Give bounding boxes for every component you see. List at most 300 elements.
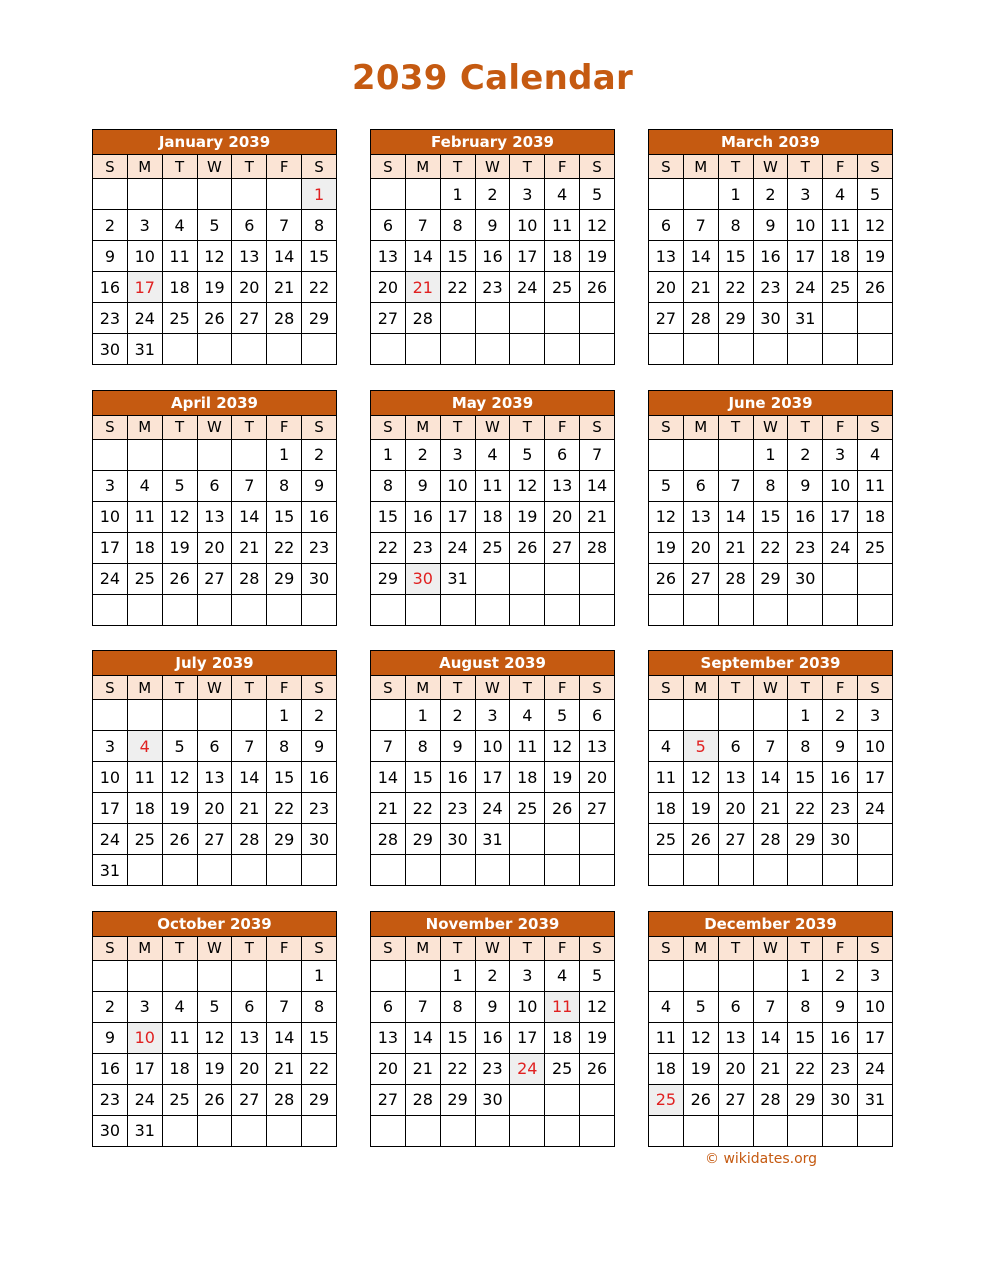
month-table xyxy=(648,911,893,1147)
empty-day-cell xyxy=(580,1115,615,1146)
day-cell: 6 xyxy=(371,991,406,1022)
empty-day-cell xyxy=(753,1115,788,1146)
month-calendar xyxy=(370,650,615,888)
empty-day-cell xyxy=(232,700,267,731)
week-row xyxy=(93,501,337,532)
week-row xyxy=(649,272,893,303)
day-cell: 2 xyxy=(475,179,510,210)
day-cell: 8 xyxy=(753,470,788,501)
empty-day-cell xyxy=(858,824,893,855)
day-cell: 3 xyxy=(127,991,162,1022)
day-cell: 13 xyxy=(683,501,718,532)
empty-day-cell xyxy=(718,1115,753,1146)
weekday-header: F xyxy=(823,676,858,700)
month-table xyxy=(370,390,615,626)
weekday-header: S xyxy=(649,676,684,700)
week-row xyxy=(649,1022,893,1053)
day-cell: 9 xyxy=(823,991,858,1022)
day-cell: 14 xyxy=(232,501,267,532)
day-cell: 9 xyxy=(93,1022,128,1053)
weekday-header: F xyxy=(267,415,302,439)
holiday-day-cell: 10 xyxy=(127,1022,162,1053)
week-row xyxy=(371,303,615,334)
week-row xyxy=(93,1053,337,1084)
weekday-header: S xyxy=(302,676,337,700)
weekday-header: F xyxy=(267,676,302,700)
month-table xyxy=(648,650,893,886)
empty-day-cell xyxy=(93,700,128,731)
empty-day-cell xyxy=(545,303,580,334)
day-cell: 6 xyxy=(232,210,267,241)
weekday-header: T xyxy=(510,676,545,700)
day-cell: 5 xyxy=(162,731,197,762)
day-cell: 6 xyxy=(649,210,684,241)
day-cell: 21 xyxy=(232,793,267,824)
day-cell: 10 xyxy=(93,762,128,793)
empty-day-cell xyxy=(197,700,232,731)
empty-day-cell xyxy=(371,594,406,625)
week-row xyxy=(93,532,337,563)
empty-day-cell xyxy=(753,334,788,365)
empty-day-cell xyxy=(232,960,267,991)
day-cell: 18 xyxy=(545,1022,580,1053)
day-cell: 20 xyxy=(718,793,753,824)
day-cell: 1 xyxy=(440,960,475,991)
day-cell: 2 xyxy=(405,439,440,470)
day-cell: 29 xyxy=(788,1084,823,1115)
weekday-header: S xyxy=(302,415,337,439)
day-cell: 16 xyxy=(788,501,823,532)
day-cell: 5 xyxy=(580,179,615,210)
day-cell: 16 xyxy=(823,762,858,793)
day-cell: 1 xyxy=(788,960,823,991)
day-cell: 26 xyxy=(545,793,580,824)
empty-day-cell xyxy=(683,334,718,365)
day-cell: 7 xyxy=(753,731,788,762)
day-cell: 12 xyxy=(545,731,580,762)
day-cell: 19 xyxy=(649,532,684,563)
day-cell: 14 xyxy=(405,241,440,272)
month-table xyxy=(92,129,337,365)
day-cell: 3 xyxy=(93,731,128,762)
day-cell: 9 xyxy=(302,731,337,762)
day-cell: 21 xyxy=(718,532,753,563)
month-calendar xyxy=(370,129,615,367)
day-cell: 28 xyxy=(718,563,753,594)
empty-day-cell xyxy=(127,855,162,886)
day-cell: 8 xyxy=(302,991,337,1022)
day-cell: 16 xyxy=(302,762,337,793)
day-cell: 27 xyxy=(371,303,406,334)
day-cell: 15 xyxy=(753,501,788,532)
day-cell: 30 xyxy=(823,824,858,855)
day-cell: 24 xyxy=(127,1084,162,1115)
week-row xyxy=(371,1022,615,1053)
month-title: July 2039 xyxy=(93,651,337,676)
day-cell: 19 xyxy=(580,241,615,272)
day-cell: 20 xyxy=(580,762,615,793)
week-row xyxy=(649,470,893,501)
empty-day-cell xyxy=(823,594,858,625)
day-cell: 9 xyxy=(753,210,788,241)
weekday-header: M xyxy=(405,415,440,439)
weekday-header: W xyxy=(475,936,510,960)
day-cell: 7 xyxy=(232,731,267,762)
day-cell: 11 xyxy=(475,470,510,501)
day-cell: 16 xyxy=(93,272,128,303)
empty-day-cell xyxy=(683,439,718,470)
day-cell: 14 xyxy=(267,1022,302,1053)
day-cell: 3 xyxy=(510,960,545,991)
day-cell: 20 xyxy=(371,1053,406,1084)
empty-day-cell xyxy=(788,1115,823,1146)
weekday-header: S xyxy=(649,936,684,960)
day-cell: 8 xyxy=(267,470,302,501)
day-cell: 26 xyxy=(197,303,232,334)
weekday-header: W xyxy=(753,155,788,179)
day-cell: 17 xyxy=(510,1022,545,1053)
day-cell: 14 xyxy=(753,1022,788,1053)
day-cell: 30 xyxy=(823,1084,858,1115)
day-cell: 27 xyxy=(718,824,753,855)
day-cell: 27 xyxy=(545,532,580,563)
day-cell: 25 xyxy=(545,272,580,303)
empty-day-cell xyxy=(858,334,893,365)
week-row xyxy=(371,563,615,594)
weekday-header: S xyxy=(649,155,684,179)
week-row xyxy=(649,762,893,793)
day-cell: 17 xyxy=(823,501,858,532)
day-cell: 24 xyxy=(510,272,545,303)
day-cell: 22 xyxy=(440,1053,475,1084)
day-cell: 2 xyxy=(93,210,128,241)
day-cell: 29 xyxy=(718,303,753,334)
day-cell: 9 xyxy=(823,731,858,762)
month-table xyxy=(370,650,615,886)
empty-day-cell xyxy=(232,439,267,470)
day-cell: 4 xyxy=(510,700,545,731)
week-row xyxy=(93,334,337,365)
week-row xyxy=(93,210,337,241)
month-title: August 2039 xyxy=(371,651,615,676)
day-cell: 13 xyxy=(197,501,232,532)
week-row xyxy=(371,210,615,241)
day-cell: 7 xyxy=(405,991,440,1022)
day-cell: 31 xyxy=(788,303,823,334)
weekday-header: T xyxy=(440,676,475,700)
empty-day-cell xyxy=(405,960,440,991)
week-row xyxy=(649,960,893,991)
day-cell: 21 xyxy=(753,793,788,824)
weekday-header: S xyxy=(580,155,615,179)
day-cell: 25 xyxy=(127,563,162,594)
day-cell: 18 xyxy=(162,1053,197,1084)
day-cell: 1 xyxy=(718,179,753,210)
day-cell: 1 xyxy=(753,439,788,470)
day-cell: 13 xyxy=(718,1022,753,1053)
empty-day-cell xyxy=(858,1115,893,1146)
week-row xyxy=(93,762,337,793)
day-cell: 26 xyxy=(510,532,545,563)
weekday-header: T xyxy=(232,415,267,439)
empty-day-cell xyxy=(267,179,302,210)
empty-day-cell xyxy=(718,334,753,365)
day-cell: 12 xyxy=(683,762,718,793)
day-cell: 23 xyxy=(475,272,510,303)
week-row xyxy=(649,1084,893,1115)
holiday-day-cell: 17 xyxy=(127,272,162,303)
day-cell: 11 xyxy=(127,762,162,793)
day-cell: 28 xyxy=(753,824,788,855)
empty-day-cell xyxy=(162,1115,197,1146)
day-cell: 15 xyxy=(371,501,406,532)
day-cell: 27 xyxy=(232,1084,267,1115)
day-cell: 12 xyxy=(580,210,615,241)
weekday-header: T xyxy=(440,155,475,179)
day-cell: 4 xyxy=(858,439,893,470)
day-cell: 23 xyxy=(405,532,440,563)
week-row xyxy=(649,334,893,365)
empty-day-cell xyxy=(788,334,823,365)
month-calendar xyxy=(92,129,337,367)
day-cell: 28 xyxy=(267,1084,302,1115)
empty-day-cell xyxy=(545,594,580,625)
day-cell: 29 xyxy=(302,1084,337,1115)
day-cell: 26 xyxy=(649,563,684,594)
week-row xyxy=(649,1115,893,1146)
empty-day-cell xyxy=(858,594,893,625)
day-cell: 10 xyxy=(823,470,858,501)
empty-day-cell xyxy=(371,179,406,210)
empty-day-cell xyxy=(545,824,580,855)
day-cell: 7 xyxy=(753,991,788,1022)
weekday-header: F xyxy=(545,155,580,179)
weekday-header: S xyxy=(93,415,128,439)
day-cell: 25 xyxy=(162,1084,197,1115)
weekday-header: F xyxy=(267,155,302,179)
empty-day-cell xyxy=(683,594,718,625)
day-cell: 28 xyxy=(405,303,440,334)
weekday-header: M xyxy=(127,676,162,700)
day-cell: 28 xyxy=(405,1084,440,1115)
day-cell: 30 xyxy=(788,563,823,594)
day-cell: 12 xyxy=(510,470,545,501)
day-cell: 29 xyxy=(267,563,302,594)
weekday-header: W xyxy=(475,415,510,439)
week-row xyxy=(93,960,337,991)
day-cell: 8 xyxy=(371,470,406,501)
day-cell: 7 xyxy=(683,210,718,241)
holiday-day-cell: 4 xyxy=(127,731,162,762)
day-cell: 22 xyxy=(267,793,302,824)
week-row xyxy=(371,700,615,731)
day-cell: 13 xyxy=(197,762,232,793)
day-cell: 22 xyxy=(405,793,440,824)
week-row xyxy=(649,179,893,210)
empty-day-cell xyxy=(649,700,684,731)
day-cell: 11 xyxy=(510,731,545,762)
day-cell: 5 xyxy=(580,960,615,991)
weekday-header: S xyxy=(302,936,337,960)
week-row xyxy=(93,439,337,470)
empty-day-cell xyxy=(162,855,197,886)
month-table xyxy=(92,390,337,626)
day-cell: 25 xyxy=(510,793,545,824)
empty-day-cell xyxy=(580,563,615,594)
week-row xyxy=(371,272,615,303)
day-cell: 6 xyxy=(197,731,232,762)
empty-day-cell xyxy=(405,334,440,365)
weekday-header: S xyxy=(371,415,406,439)
day-cell: 15 xyxy=(267,501,302,532)
day-cell: 15 xyxy=(302,1022,337,1053)
week-row xyxy=(371,793,615,824)
empty-day-cell xyxy=(475,855,510,886)
day-cell: 24 xyxy=(93,563,128,594)
empty-day-cell xyxy=(127,594,162,625)
day-cell: 1 xyxy=(405,700,440,731)
month-table xyxy=(92,911,337,1147)
weekday-header: T xyxy=(440,415,475,439)
day-cell: 12 xyxy=(649,501,684,532)
week-row xyxy=(93,272,337,303)
day-cell: 18 xyxy=(127,532,162,563)
weekday-header: M xyxy=(683,676,718,700)
empty-day-cell xyxy=(232,1115,267,1146)
week-row xyxy=(649,532,893,563)
page-title: 2039 Calendar xyxy=(351,58,634,98)
week-row xyxy=(93,1084,337,1115)
empty-day-cell xyxy=(405,1115,440,1146)
day-cell: 17 xyxy=(127,1053,162,1084)
empty-day-cell xyxy=(545,1084,580,1115)
empty-day-cell xyxy=(475,563,510,594)
empty-day-cell xyxy=(475,594,510,625)
weekday-header: M xyxy=(683,415,718,439)
week-row xyxy=(649,824,893,855)
day-cell: 21 xyxy=(580,501,615,532)
empty-day-cell xyxy=(510,824,545,855)
empty-day-cell xyxy=(649,334,684,365)
empty-day-cell xyxy=(232,594,267,625)
day-cell: 17 xyxy=(858,1022,893,1053)
day-cell: 31 xyxy=(475,824,510,855)
day-cell: 11 xyxy=(823,210,858,241)
empty-day-cell xyxy=(475,1115,510,1146)
day-cell: 6 xyxy=(718,731,753,762)
month-title: May 2039 xyxy=(371,390,615,415)
day-cell: 31 xyxy=(858,1084,893,1115)
day-cell: 13 xyxy=(371,1022,406,1053)
empty-day-cell xyxy=(197,439,232,470)
weekday-header: T xyxy=(232,155,267,179)
day-cell: 23 xyxy=(823,1053,858,1084)
week-row xyxy=(649,501,893,532)
day-cell: 23 xyxy=(475,1053,510,1084)
weekday-header: S xyxy=(93,676,128,700)
day-cell: 15 xyxy=(788,1022,823,1053)
day-cell: 2 xyxy=(823,700,858,731)
day-cell: 2 xyxy=(302,439,337,470)
day-cell: 27 xyxy=(683,563,718,594)
day-cell: 4 xyxy=(649,991,684,1022)
day-cell: 11 xyxy=(649,762,684,793)
month-calendar xyxy=(92,390,337,628)
day-cell: 22 xyxy=(371,532,406,563)
day-cell: 6 xyxy=(683,470,718,501)
day-cell: 2 xyxy=(788,439,823,470)
empty-day-cell xyxy=(753,700,788,731)
empty-day-cell xyxy=(823,334,858,365)
day-cell: 3 xyxy=(127,210,162,241)
empty-day-cell xyxy=(580,1084,615,1115)
day-cell: 1 xyxy=(302,960,337,991)
day-cell: 24 xyxy=(440,532,475,563)
empty-day-cell xyxy=(545,334,580,365)
day-cell: 4 xyxy=(545,179,580,210)
day-cell: 5 xyxy=(197,210,232,241)
empty-day-cell xyxy=(649,855,684,886)
week-row xyxy=(93,1022,337,1053)
empty-day-cell xyxy=(545,563,580,594)
day-cell: 7 xyxy=(267,991,302,1022)
day-cell: 26 xyxy=(162,563,197,594)
week-row xyxy=(371,762,615,793)
day-cell: 22 xyxy=(718,272,753,303)
weekday-header: T xyxy=(718,676,753,700)
week-row xyxy=(93,303,337,334)
weekday-header: T xyxy=(788,415,823,439)
day-cell: 19 xyxy=(858,241,893,272)
day-cell: 26 xyxy=(197,1084,232,1115)
day-cell: 24 xyxy=(858,793,893,824)
day-cell: 19 xyxy=(162,793,197,824)
day-cell: 23 xyxy=(823,793,858,824)
weekday-header: W xyxy=(475,676,510,700)
day-cell: 22 xyxy=(302,1053,337,1084)
weekday-header: M xyxy=(127,415,162,439)
day-cell: 11 xyxy=(162,241,197,272)
day-cell: 16 xyxy=(823,1022,858,1053)
empty-day-cell xyxy=(510,303,545,334)
week-row xyxy=(93,470,337,501)
month-table xyxy=(648,390,893,626)
weekday-header: M xyxy=(405,155,440,179)
empty-day-cell xyxy=(718,439,753,470)
weekday-header: W xyxy=(197,415,232,439)
empty-day-cell xyxy=(580,303,615,334)
empty-day-cell xyxy=(718,594,753,625)
day-cell: 19 xyxy=(580,1022,615,1053)
weekday-header: F xyxy=(267,936,302,960)
day-cell: 16 xyxy=(302,501,337,532)
empty-day-cell xyxy=(683,960,718,991)
day-cell: 10 xyxy=(510,210,545,241)
day-cell: 1 xyxy=(788,700,823,731)
month-title: June 2039 xyxy=(649,390,893,415)
day-cell: 13 xyxy=(371,241,406,272)
week-row xyxy=(371,439,615,470)
empty-day-cell xyxy=(371,855,406,886)
day-cell: 20 xyxy=(197,793,232,824)
week-row xyxy=(371,1115,615,1146)
empty-day-cell xyxy=(162,179,197,210)
empty-day-cell xyxy=(858,855,893,886)
week-row xyxy=(649,563,893,594)
day-cell: 9 xyxy=(302,470,337,501)
day-cell: 7 xyxy=(267,210,302,241)
empty-day-cell xyxy=(93,960,128,991)
